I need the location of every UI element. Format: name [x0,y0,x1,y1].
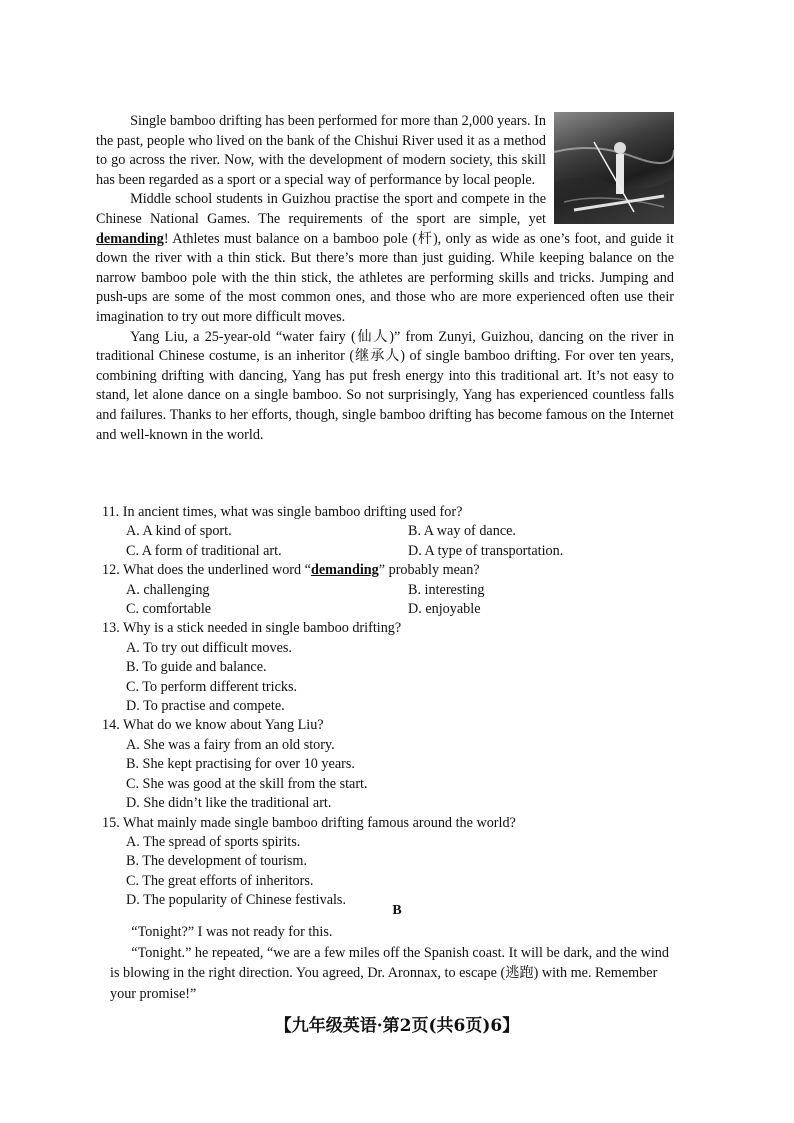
question-11-options [102,522,672,561]
question-13-option-b[interactable]: B. To guide and balance. [126,659,267,676]
question-14-option-c[interactable]: C. She was good at the skill from the start. [126,775,368,792]
question-12-stem [102,561,672,580]
question-13-stem: 13. Why is a stick needed in single bamboo drifting? [102,620,402,637]
question-13-option-a[interactable]: A. To try out difficult moves. [126,639,292,656]
question-14-options [102,736,672,814]
question-14-option-b[interactable]: B. She kept practising for over 10 years. [126,756,355,773]
question-14-option-a[interactable]: A. She was a fairy from an old story. [126,736,335,753]
question-12-option-c[interactable]: C. comfortable [126,601,212,618]
passage-b [110,922,680,1004]
question-15-option-b[interactable]: B. The development of tourism. [126,853,307,870]
p2-text-after: ! Athletes must balance on a bamboo pole (杆), only as wide as one’s foot, and guide it down the river with a thin stick. But there’s more than just guiding. While keeping balance on the narrow bamboo pole with the thin stick, the athletes are performing skills and tricks. Jumping and push-ups are some of the most common ones, and those who are more experienced often use their imagination to try out more difficult moves. [96,230,674,325]
question-11-option-c[interactable]: C. A form of traditional art. [126,542,282,559]
p2-text-before: Middle school students in Guizhou practise the sport and compete in the Chinese National Games. The requirements of the sport are simple, yet [96,191,546,227]
passage-b-paragraph-2: “Tonight.” he repeated, “we are a few miles off the Spanish coast. It will be dark, and the wind is blowing in the right direction. You agreed, Dr. Aronnax, to escape (逃跑) with me. Remember your promise!” [110,944,669,1002]
keyword-demanding: demanding [96,230,164,247]
question-12-option-b[interactable]: B. interesting [408,581,485,598]
question-15-stem: 15. What mainly made single bamboo drifting famous around the world? [102,814,516,831]
passage-b-paragraph-1: “Tonight?” I was not ready for this. [131,924,333,940]
question-15-option-a[interactable]: A. The spread of sports spirits. [126,833,301,850]
section-b-heading: B [392,903,402,918]
question-13-option-d[interactable]: D. To practise and compete. [126,698,285,715]
bamboo-drifting-photo [554,112,674,224]
question-12-option-a[interactable]: A. challenging [126,581,210,598]
question-13-option-c[interactable]: C. To perform different tricks. [126,678,298,695]
passage-a-paragraph-1: Single bamboo drifting has been performed for more than 2,000 years. In the past, people who lived on the bank of the Chishui River used it as a method to go across the river. Now, with the development of modern society, this skill has been regarded as a sport or a special way of performance by local people. [96,113,546,188]
question-13-options [102,639,672,717]
question-12-option-d[interactable]: D. enjoyable [408,601,481,618]
question-12-options [102,581,672,620]
question-12-stem-before: 12. What does the underlined word “ [102,562,311,579]
question-15-option-d[interactable]: D. The popularity of Chinese festivals. [126,892,346,909]
photo-drawing [554,112,674,224]
question-15-option-c[interactable]: C. The great efforts of inheritors. [126,872,314,889]
question-14-option-d[interactable]: D. She didn’t like the traditional art. [126,795,332,812]
question-11-option-d[interactable]: D. A type of transportation. [408,542,564,559]
passage-a [96,112,674,445]
page-footer: 【九年级英语·第2页(共6页)6】 [274,1016,520,1036]
question-12-keyword: demanding [310,562,379,579]
question-11-option-b[interactable]: B. A way of dance. [408,523,516,540]
passage-a-paragraph-3: Yang Liu, a 25-year-old “water fairy (仙人)” from Zunyi, Guizhou, dancing on the river in traditional Chinese costume, is an inheritor (继承人) of single bamboo drifting. For over ten years, combining drifting with dancing, Yang has put fresh energy into this traditional art. It’s not easy to stand, let alone dance on a single bamboo. So not surprisingly, Yang has experienced countless falls and failures. Thanks to her efforts, though, single bamboo drifting has become famous on the Internet and well-known in the world. [96,328,674,443]
question-14-stem: 14. What do we know about Yang Liu? [102,717,324,734]
question-list [102,503,672,911]
question-11-option-a[interactable]: A. A kind of sport. [126,523,232,540]
question-11-stem: 11. In ancient times, what was single bamboo drifting used for? [102,504,463,520]
question-12-stem-after: ” probably mean? [378,562,480,579]
question-15-options [102,833,672,911]
